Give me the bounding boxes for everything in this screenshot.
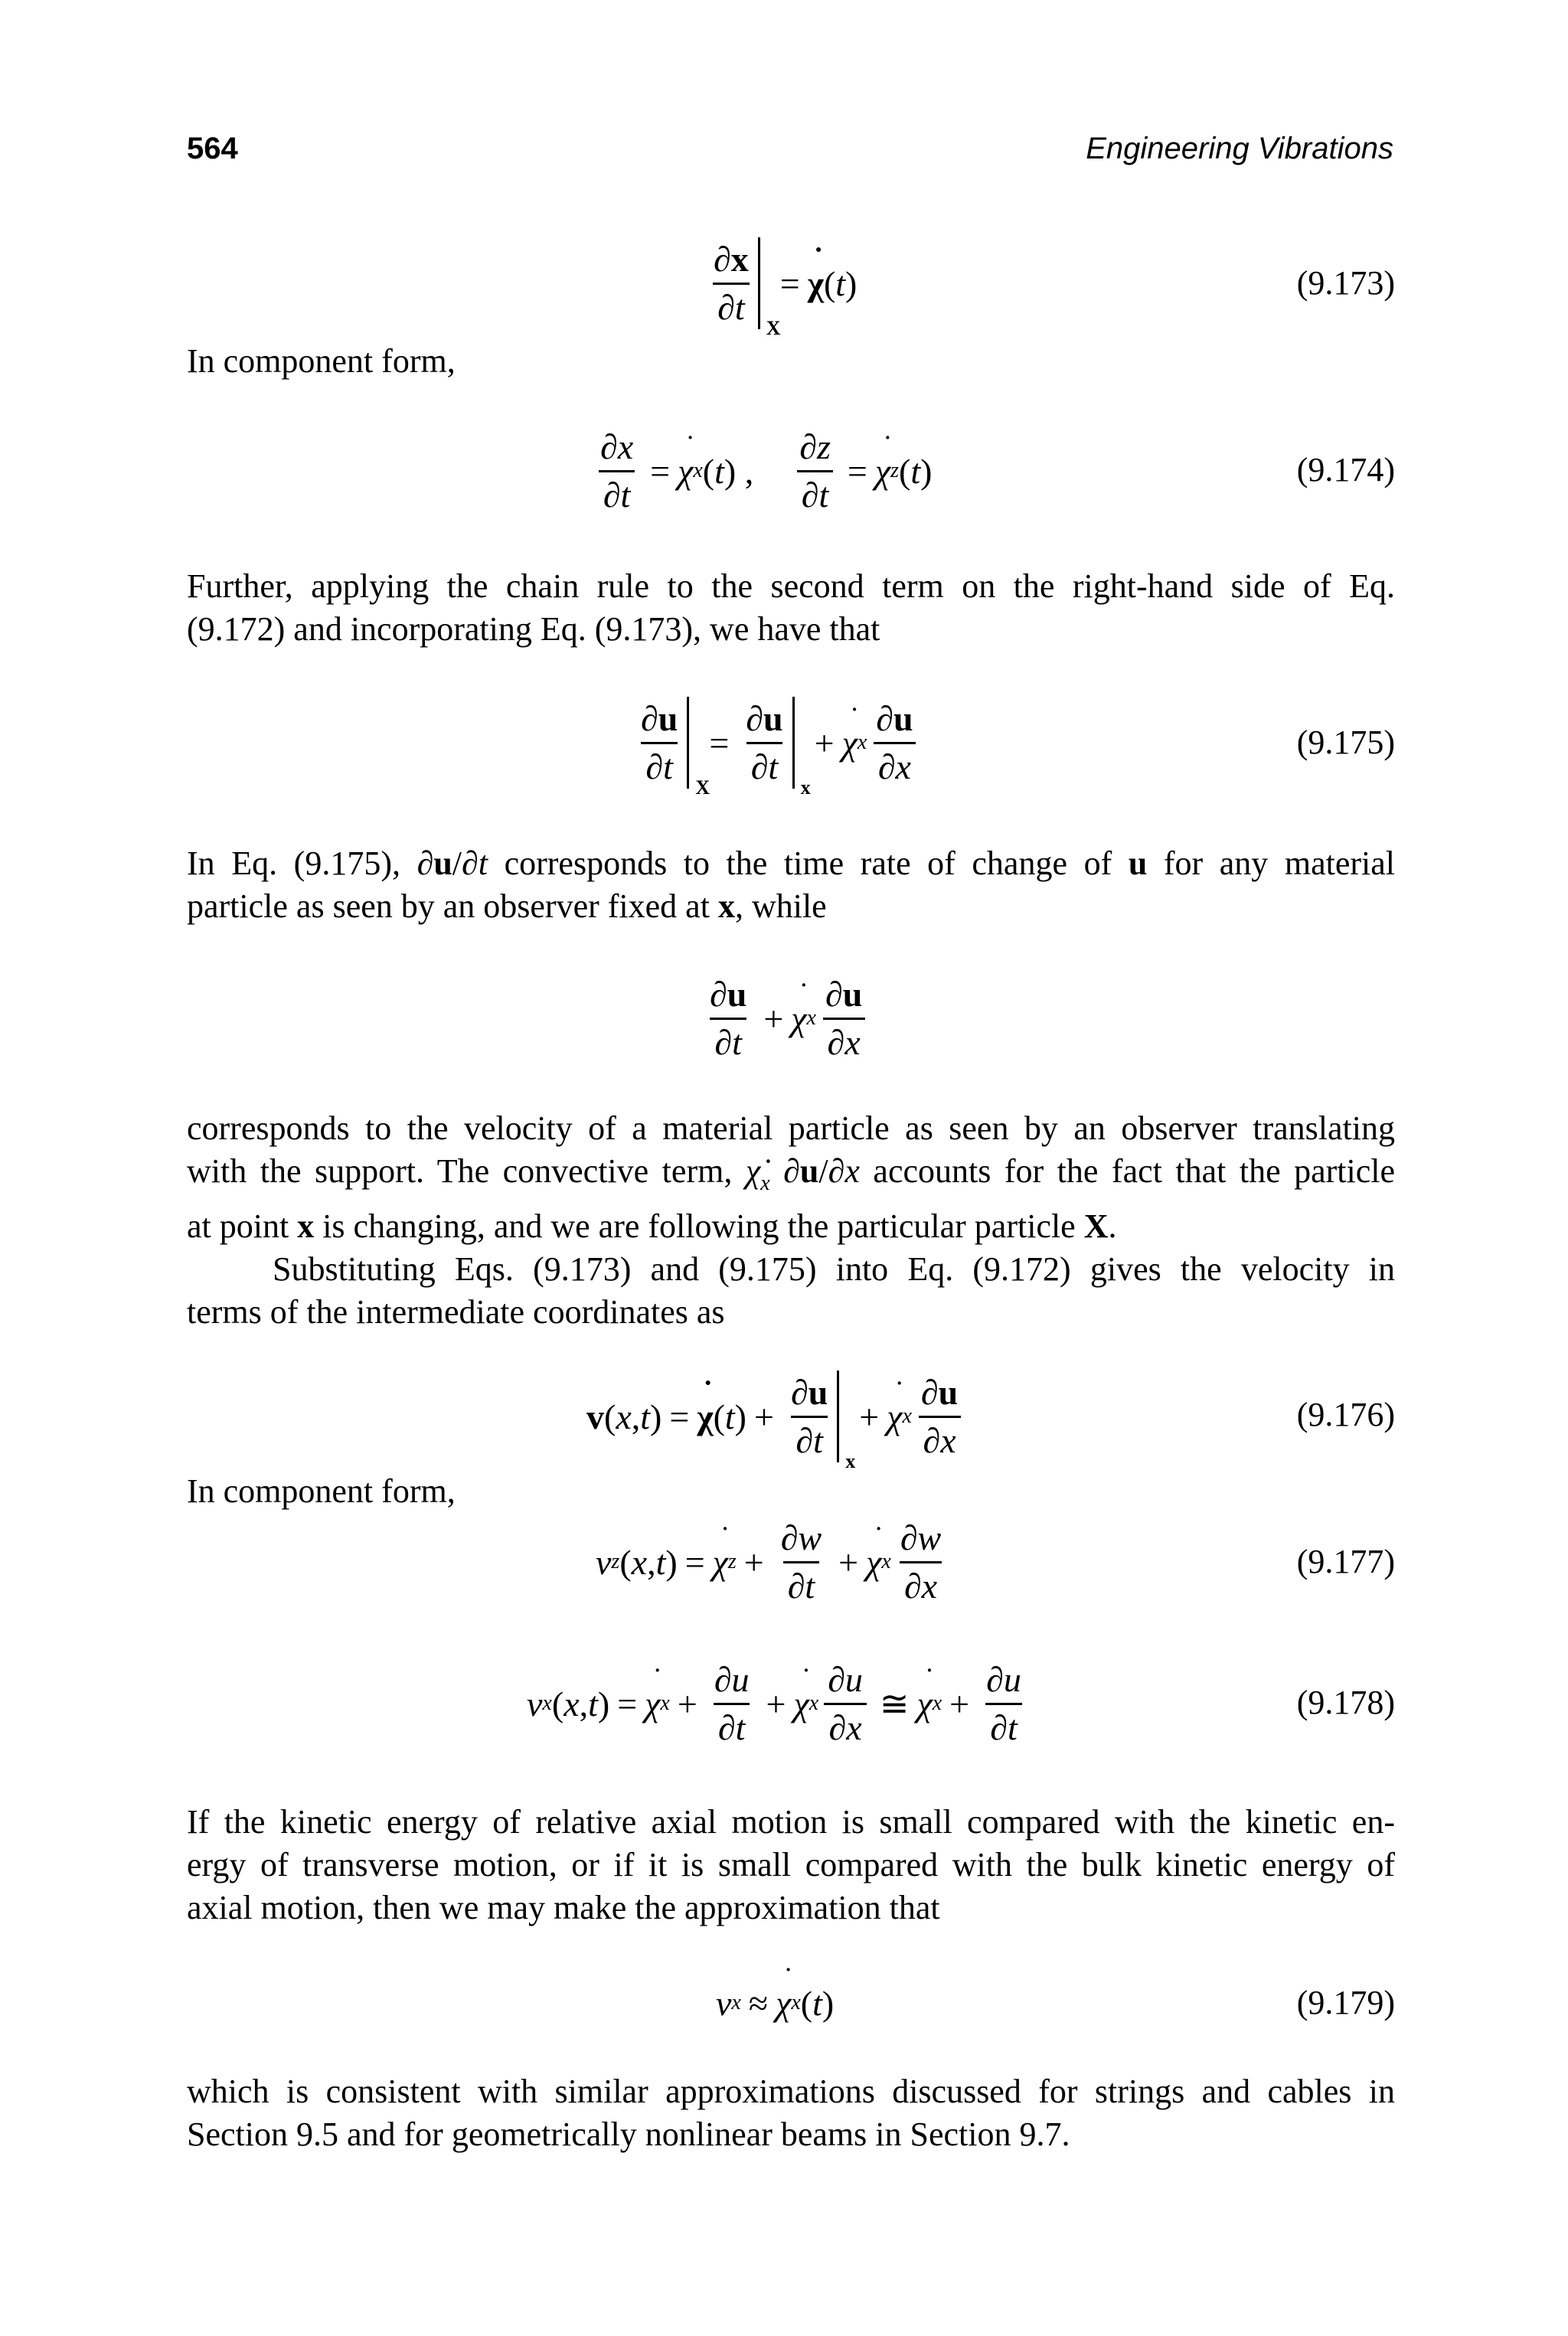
paragraph: If the kinetic energy of relative axial motion is small compared with the kinetic en- ergy of transverse motion, or if it is small compared with the bulk kinetic energy of axial motion, then we may make the approximation that: [187, 1803, 1395, 1926]
equation-number: (9.173): [1296, 264, 1395, 302]
paragraph: Further, applying the chain rule to the second term on the right-hand side of Eq. (9.172) and incorporating Eq. (9.173), we have that: [187, 567, 1395, 648]
equation-number: (9.179): [1296, 1984, 1395, 2021]
paragraph: which is consistent with similar approximations discussed for strings and cables in Section 9.5 and for geometrically nonlinear beams in Section 9.7.: [187, 2073, 1395, 2153]
equation-number: (9.177): [1296, 1543, 1395, 1580]
paragraph: In component form,: [187, 342, 456, 380]
equation-number: (9.174): [1296, 451, 1395, 488]
equation-9-174: $\frac{\partial x}{\partial t}$ = ˙ χ x ( t ) , $\frac{\partial z}{\partial t}$ = ˙ χ z ( t ): [591, 410, 932, 532]
equation-number: (9.175): [1296, 724, 1395, 761]
equation-9-173: $\frac{\partial x}{\partial t}$ X = ˙ χ ( t ): [704, 222, 857, 345]
equation-number: (9.176): [1296, 1396, 1395, 1433]
paragraph: In component form,: [187, 1472, 456, 1510]
equation-9-177: v z ( x , t ) = ˙ χ z + $\frac{\partial w}{\partial t}$ + ˙ χ x $\frac{\partial w}{\partial x}$: [596, 1501, 950, 1623]
equation-unnumbered: $\frac{\partial u}{\partial t}$ + ˙ χ x $\frac{\partial u}{\partial x}$: [701, 957, 871, 1080]
equation-number: (9.178): [1296, 1684, 1395, 1721]
paragraph: In Eq. (9.175), ∂u/∂t corresponds to the time rate of change of u for any material particle as seen by an observer fixed at x, while: [187, 845, 1395, 925]
equation-9-175: $\frac{\partial u}{\partial t}$ X = $\frac{\partial u}{\partial t}$ x + ˙ χ x $\frac{\partial u}{\partial x}$: [632, 681, 923, 804]
page-number: 564: [187, 132, 238, 165]
running-title: Engineering Vibrations: [1086, 132, 1393, 165]
equation-9-176: v ( x , t ) = ˙ χ ( t ) + $\frac{\partial u}{\partial t}$ x + ˙ χ x $\frac{\partial u}{\partial x}$: [586, 1355, 967, 1478]
paragraph: corresponds to the velocity of a material particle as seen by an observer translating with the support. The convective term, $\chi̇_x$ ∂u/∂x accounts for the fact that the particle at point x is changing, and we are following the particular particle X. Substituting Eqs. (9.173) and (9.175) into Eq. (9.172) gives the velocity in terms of the intermediate coordinates as: [187, 1109, 1396, 1331]
equation-9-178: v x ( x , t ) = ˙ χ x + $\frac{\partial u}{\partial t}$ + ˙ χ x $\frac{\partial u}{\partial x}$ ≅ ˙ χ x + $\frac{\partial u}{\partial t}$: [527, 1642, 1031, 1765]
equation-9-179: v x ≈ ˙ χ x ( t ): [716, 1942, 834, 2064]
